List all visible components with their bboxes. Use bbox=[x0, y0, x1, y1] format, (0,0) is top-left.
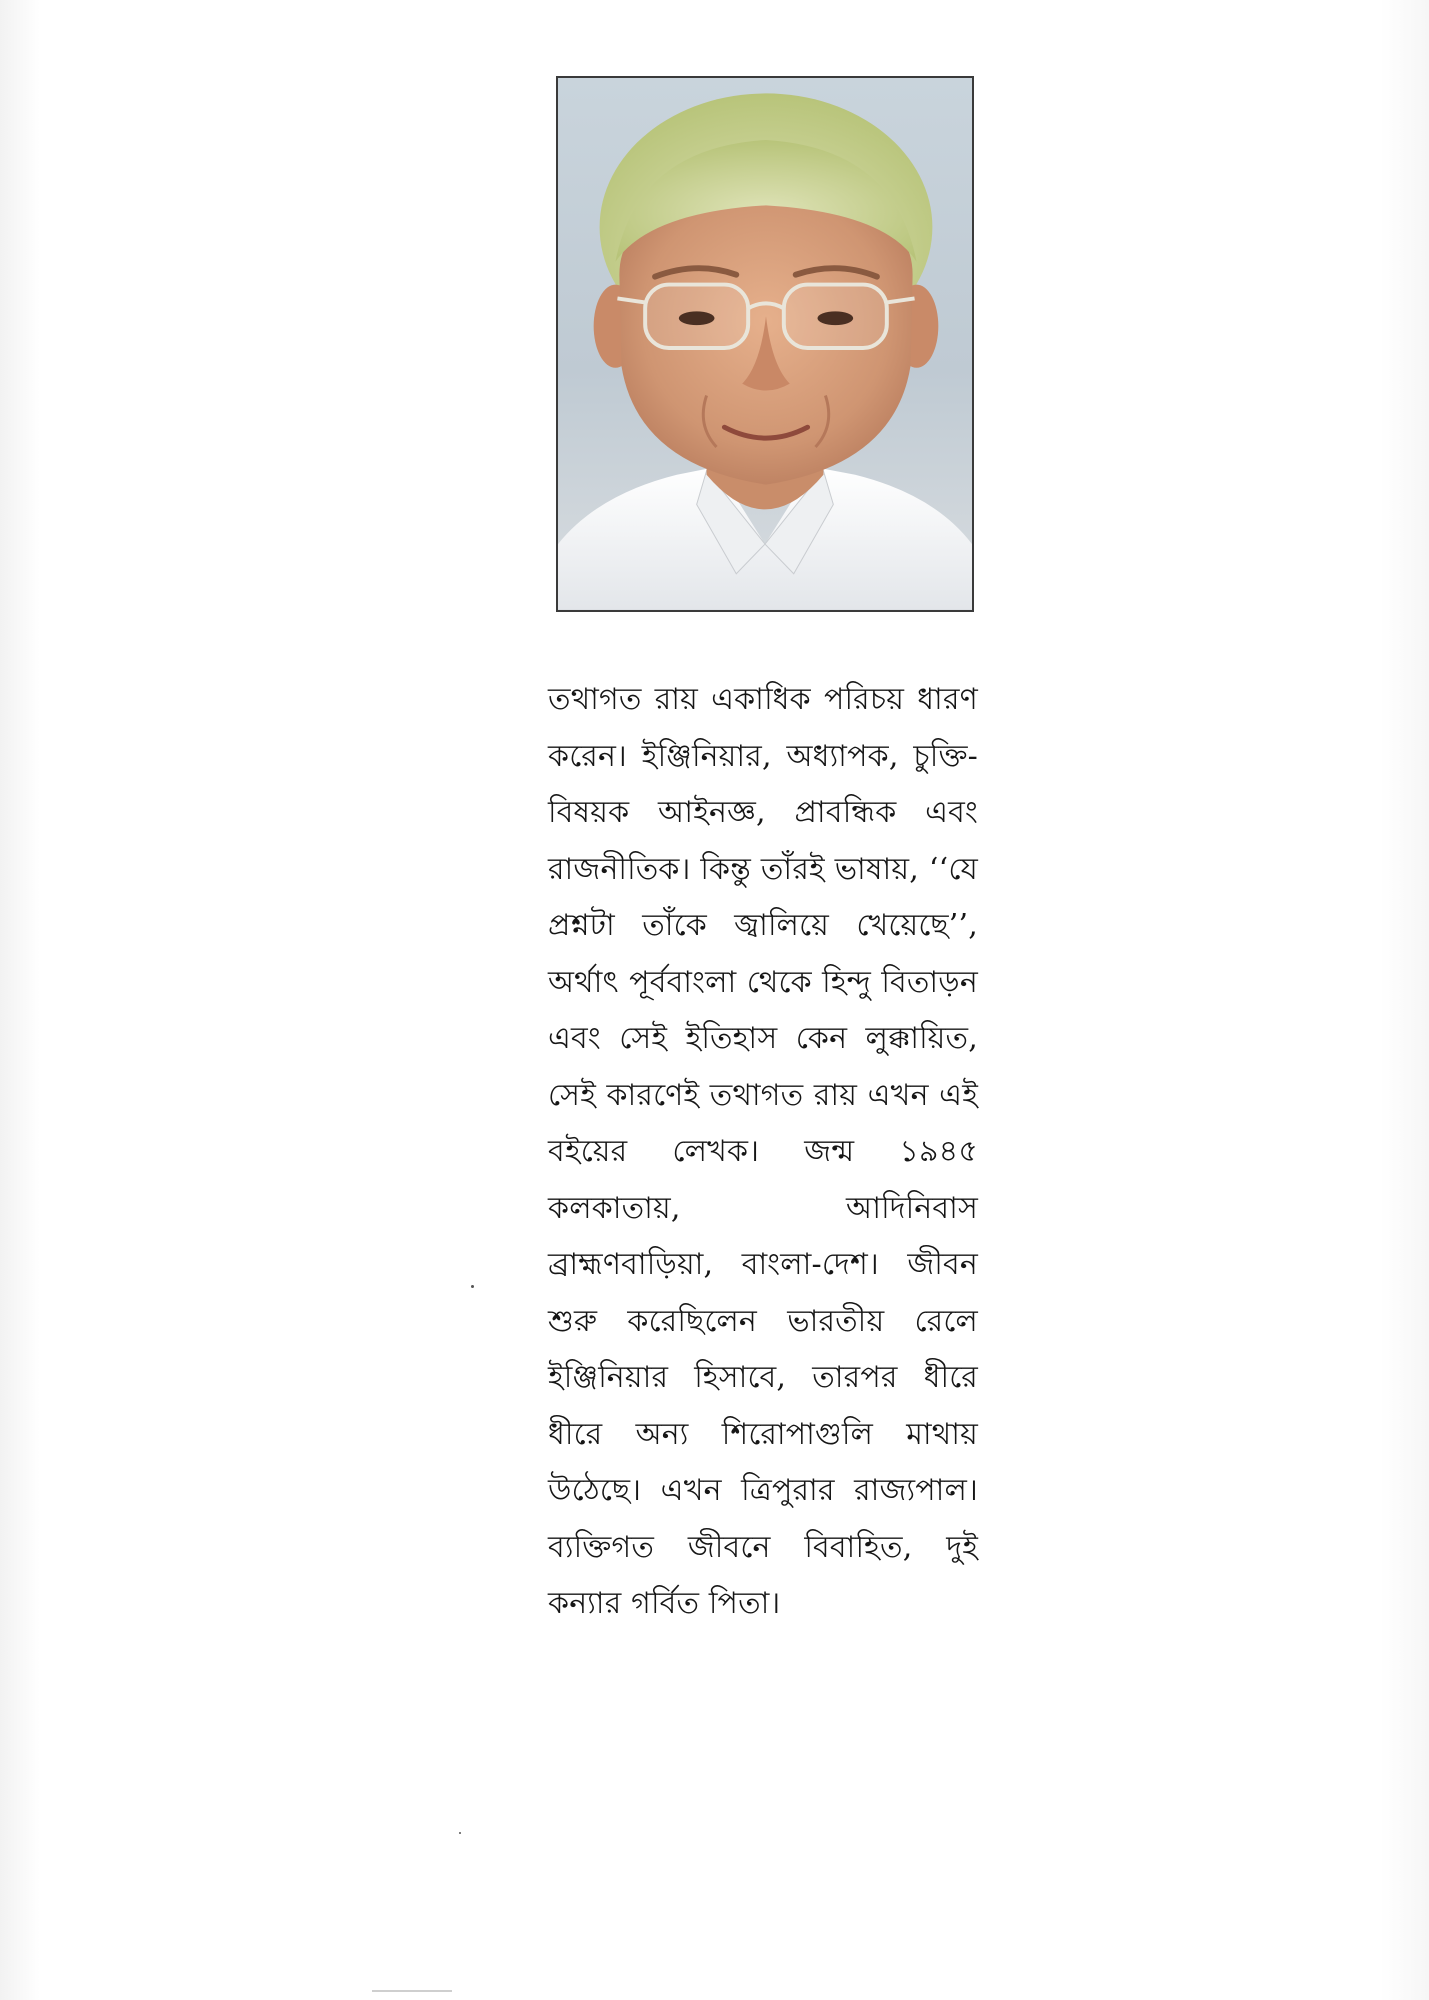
print-speck bbox=[471, 1285, 474, 1288]
page-edge-mark bbox=[372, 1990, 452, 1992]
print-speck bbox=[459, 1832, 461, 1834]
author-portrait-icon bbox=[558, 78, 972, 610]
author-bio bbox=[548, 672, 978, 1633]
author-bio-text: তথাগত রায় একাধিক পরিচয় ধারণ করেন। ইঞ্জিনিয়ার, অধ্যাপক, চুক্তি-বিষয়ক আইনজ্ঞ, প্রাবন্ধিক এবং রাজনীতিক। কিন্তু তাঁরই ভাষায়, ‘‘যে প্রশ্নটা তাঁকে জ্বালিয়ে খেয়েছে’’, অর্থাৎ পূর্ববাংলা থেকে হিন্দু বিতাড়ন এবং সেই ইতিহাস কেন লুক্কায়িত, সেই কারণেই তথাগত রায় এখন এই বইয়ের লেখক। জন্ম ১৯৪৫ কলকাতায়, আদিনিবাস ব্রাহ্মণবাড়িয়া, বাংলা-দেশ। জীবন শুরু করেছিলেন ভারতীয় রেলে ইঞ্জিনিয়ার হিসাবে, তারপর ধীরে ধীরে অন্য শিরোপাগুলি মাথায় উঠেছে। এখন ত্রিপুরার রাজ্যপাল। ব্যক্তিগত জীবনে বিবাহিত, দুই কন্যার গর্বিত পিতা। bbox=[548, 682, 978, 1621]
author-portrait bbox=[556, 76, 974, 612]
